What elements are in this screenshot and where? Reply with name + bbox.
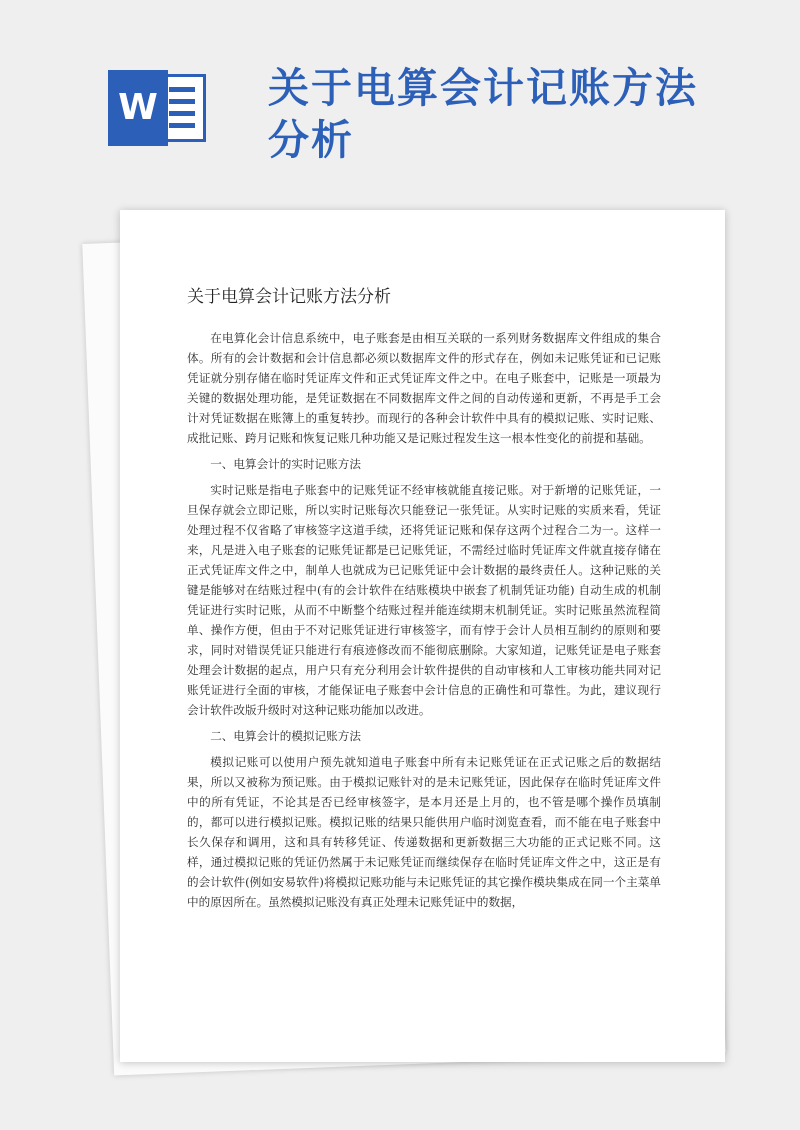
document-page xyxy=(120,210,725,1062)
word-document-icon xyxy=(108,70,208,146)
paragraph-intro: 在电算化会计信息系统中，电子账套是由相互关联的一系列财务数据库文件组成的集合体。所有的会计数据和会计信息都必须以数据库文件的形式存在，例如未记账凭证和已记账凭证就分别存储在临时凭证库文件和正式凭证库文件之中。在电子账套中，记账是一项最为关键的数据处理功能，是凭证数据在不同数据库文件之间的自动传递和更新，不再是手工会计对凭证数据在账簿上的重复转抄。而现行的各种会计软件中具有的模拟记账、实时记账、成批记账、跨月记账和恢复记账几种功能又是记账过程发生这一根本性变化的前提和基础。 xyxy=(187,331,661,445)
paragraph-realtime: 实时记账是指电子账套中的记账凭证不经审核就能直接记账。对于新增的记账凭证，一旦保存就会立即记账，所以实时记账每次只能登记一张凭证。从实时记账的实质来看，凭证处理过程不仅省略了审核签字这道手续，还将凭证记账和保存这两个过程合二为一。这样一来，凡是进入电子账套的记账凭证都是已记账凭证，不需经过临时凭证库文件就直接存储在正式凭证库文件之中，制单人也就成为已记账凭证中会计数据的最终责任人。这种记账的关键是能够对在结账过程中(有的会计软件在结账模块中嵌套了机制凭证功能) 自动生成的机制凭证进行实时记账，从而不中断整个结账过程并能连续期末机制凭证。实时记账虽然流程简单、操作方便，但由于不对记账凭证进行审核签字，而有悖于会计人员相互制约的原则和要求，同时对错误凭证只能进行有痕迹修改而不能彻底删除。大家知道，记账凭证是电子账套处理会计数据的起点，用户只有充分利用会计软件提供的自动审核和人工审核功能共同对记账凭证进行全面的审核，才能保证电子账套中会计信息的正确性和可靠性。为此，建议现行会计软件改版升级时对这种记账功能加以改进。 xyxy=(187,483,661,717)
banner-title: 关于电算会计记账方法分析 xyxy=(268,64,698,164)
word-icon-letter: W xyxy=(108,70,168,146)
document-title: 关于电算会计记账方法分析 xyxy=(187,287,391,307)
paragraph-simulated: 模拟记账可以使用户预先就知道电子账套中所有未记账凭证在正式记账之后的数据结果，所以又被称为预记账。由于模拟记账针对的是未记账凭证，因此保存在临时凭证库文件中的所有凭证，不论其是否已经审核签字，是本月还是上月的，也不管是哪个操作员填制的，都可以进行模拟记账。模拟记账的结果只能供用户临时浏览查看，而不能在电子账套中长久保存和调用，这和具有转移凭证、传递数据和更新数据三大功能的正式记账不同。这样，通过模拟记账的凭证仍然属于未记账凭证而继续保存在临时凭证库文件之中，这正是有的会计软件(例如安易软件)将模拟记账功能与未记账凭证的其它操作模块集成在同一个主菜单中的原因所在。虽然模拟记账没有真正处理未记账凭证中的数据， xyxy=(187,755,661,909)
section-heading-2: 二、电算会计的模拟记账方法 xyxy=(210,729,361,743)
document-body xyxy=(187,328,661,912)
section-heading-1: 一、电算会计的实时记账方法 xyxy=(210,457,361,471)
